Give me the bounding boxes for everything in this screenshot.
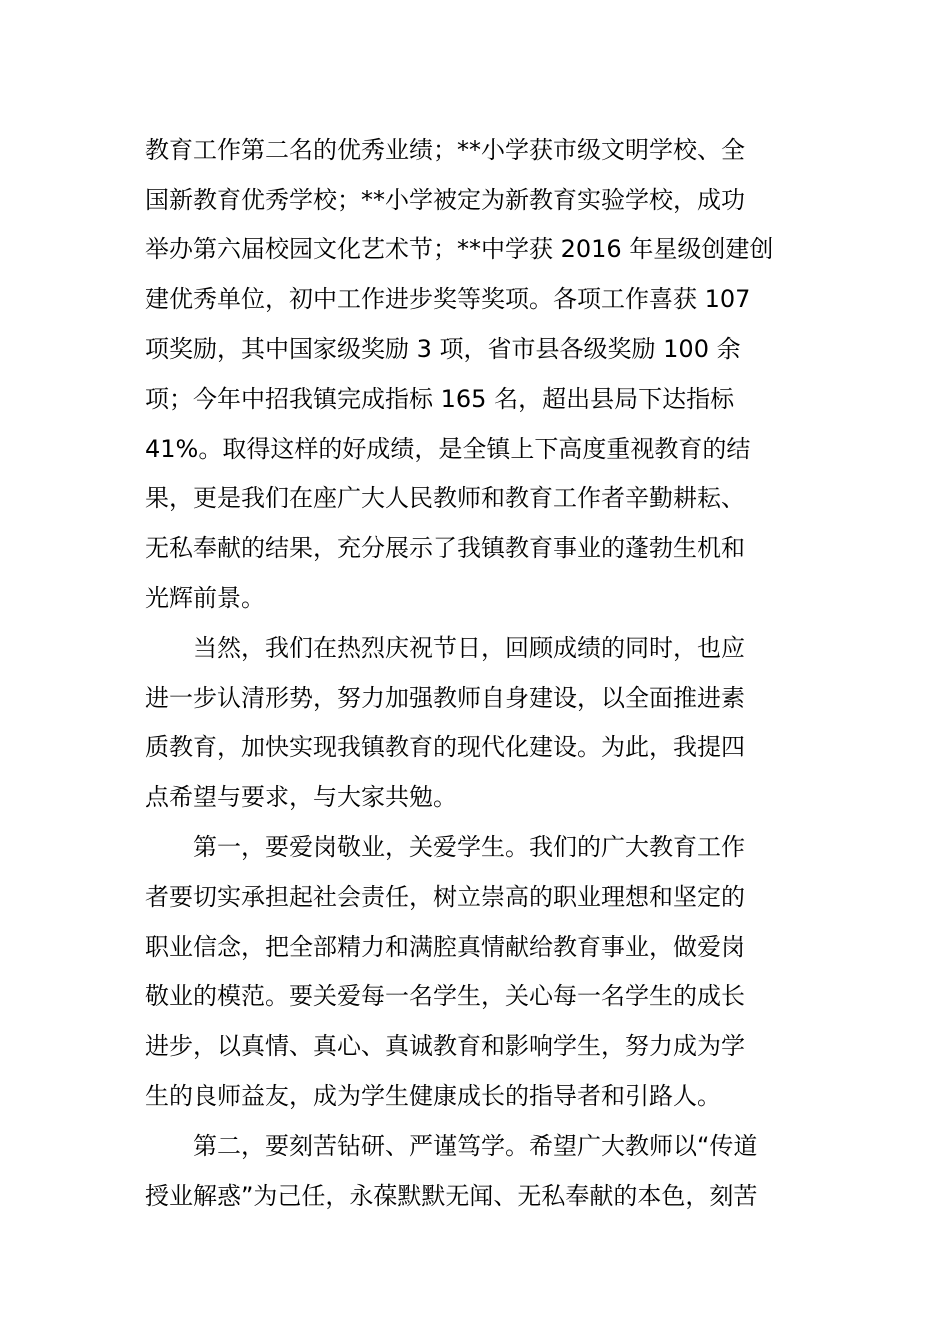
text-line: 进一步认清形势，努力加强教师自身建设，以全面推进素	[145, 684, 745, 712]
text-line: 国新教育优秀学校；**小学被定为新教育实验学校，成功	[145, 186, 745, 214]
text-line: 点希望与要求，与大家共勉。	[145, 783, 457, 811]
text-line: 无私奉献的结果，充分展示了我镇教育事业的蓬勃生机和	[145, 534, 745, 562]
text-line: 质教育，加快实现我镇教育的现代化建设。为此，我提四	[145, 733, 745, 761]
paragraph-start-line: 第一，要爱岗敬业，关爱学生。我们的广大教育工作	[193, 833, 745, 861]
text-line: 建优秀单位，初中工作进步奖等奖项。各项工作喜获 107	[145, 285, 751, 313]
text-line: 进步，以真情、真心、真诚教育和影响学生，努力成为学	[145, 1032, 745, 1060]
text-line: 职业信念，把全部精力和满腔真情献给教育事业，做爱岗	[145, 933, 745, 961]
text-line: 教育工作第二名的优秀业绩；**小学获市级文明学校、全	[145, 136, 745, 164]
text-line: 项；今年中招我镇完成指标 165 名，超出县局下达指标	[145, 385, 735, 413]
paragraph-start-line: 当然，我们在热烈庆祝节日，回顾成绩的同时，也应	[193, 634, 745, 662]
text-line: 项奖励，其中国家级奖励 3 项，省市县各级奖励 100 余	[145, 335, 741, 363]
text-line: 授业解惑”为己任，永葆默默无闻、无私奉献的本色，刻苦	[145, 1182, 758, 1210]
text-line: 者要切实承担起社会责任，树立崇高的职业理想和坚定的	[145, 883, 745, 911]
text-line: 光辉前景。	[145, 584, 265, 612]
text-line: 举办第六届校园文化艺术节；**中学获 2016 年星级创建创	[145, 235, 774, 263]
text-line: 果，更是我们在座广大人民教师和教育工作者辛勤耕耘、	[145, 484, 745, 512]
text-line: 41%。取得这样的好成绩，是全镇上下高度重视教育的结	[145, 435, 751, 463]
text-line: 生的良师益友，成为学生健康成长的指导者和引路人。	[145, 1082, 721, 1110]
paragraph-start-line: 第二，要刻苦钻研、严谨笃学。希望广大教师以“传道	[193, 1132, 758, 1160]
text-line: 敬业的模范。要关爱每一名学生，关心每一名学生的成长	[145, 982, 745, 1010]
